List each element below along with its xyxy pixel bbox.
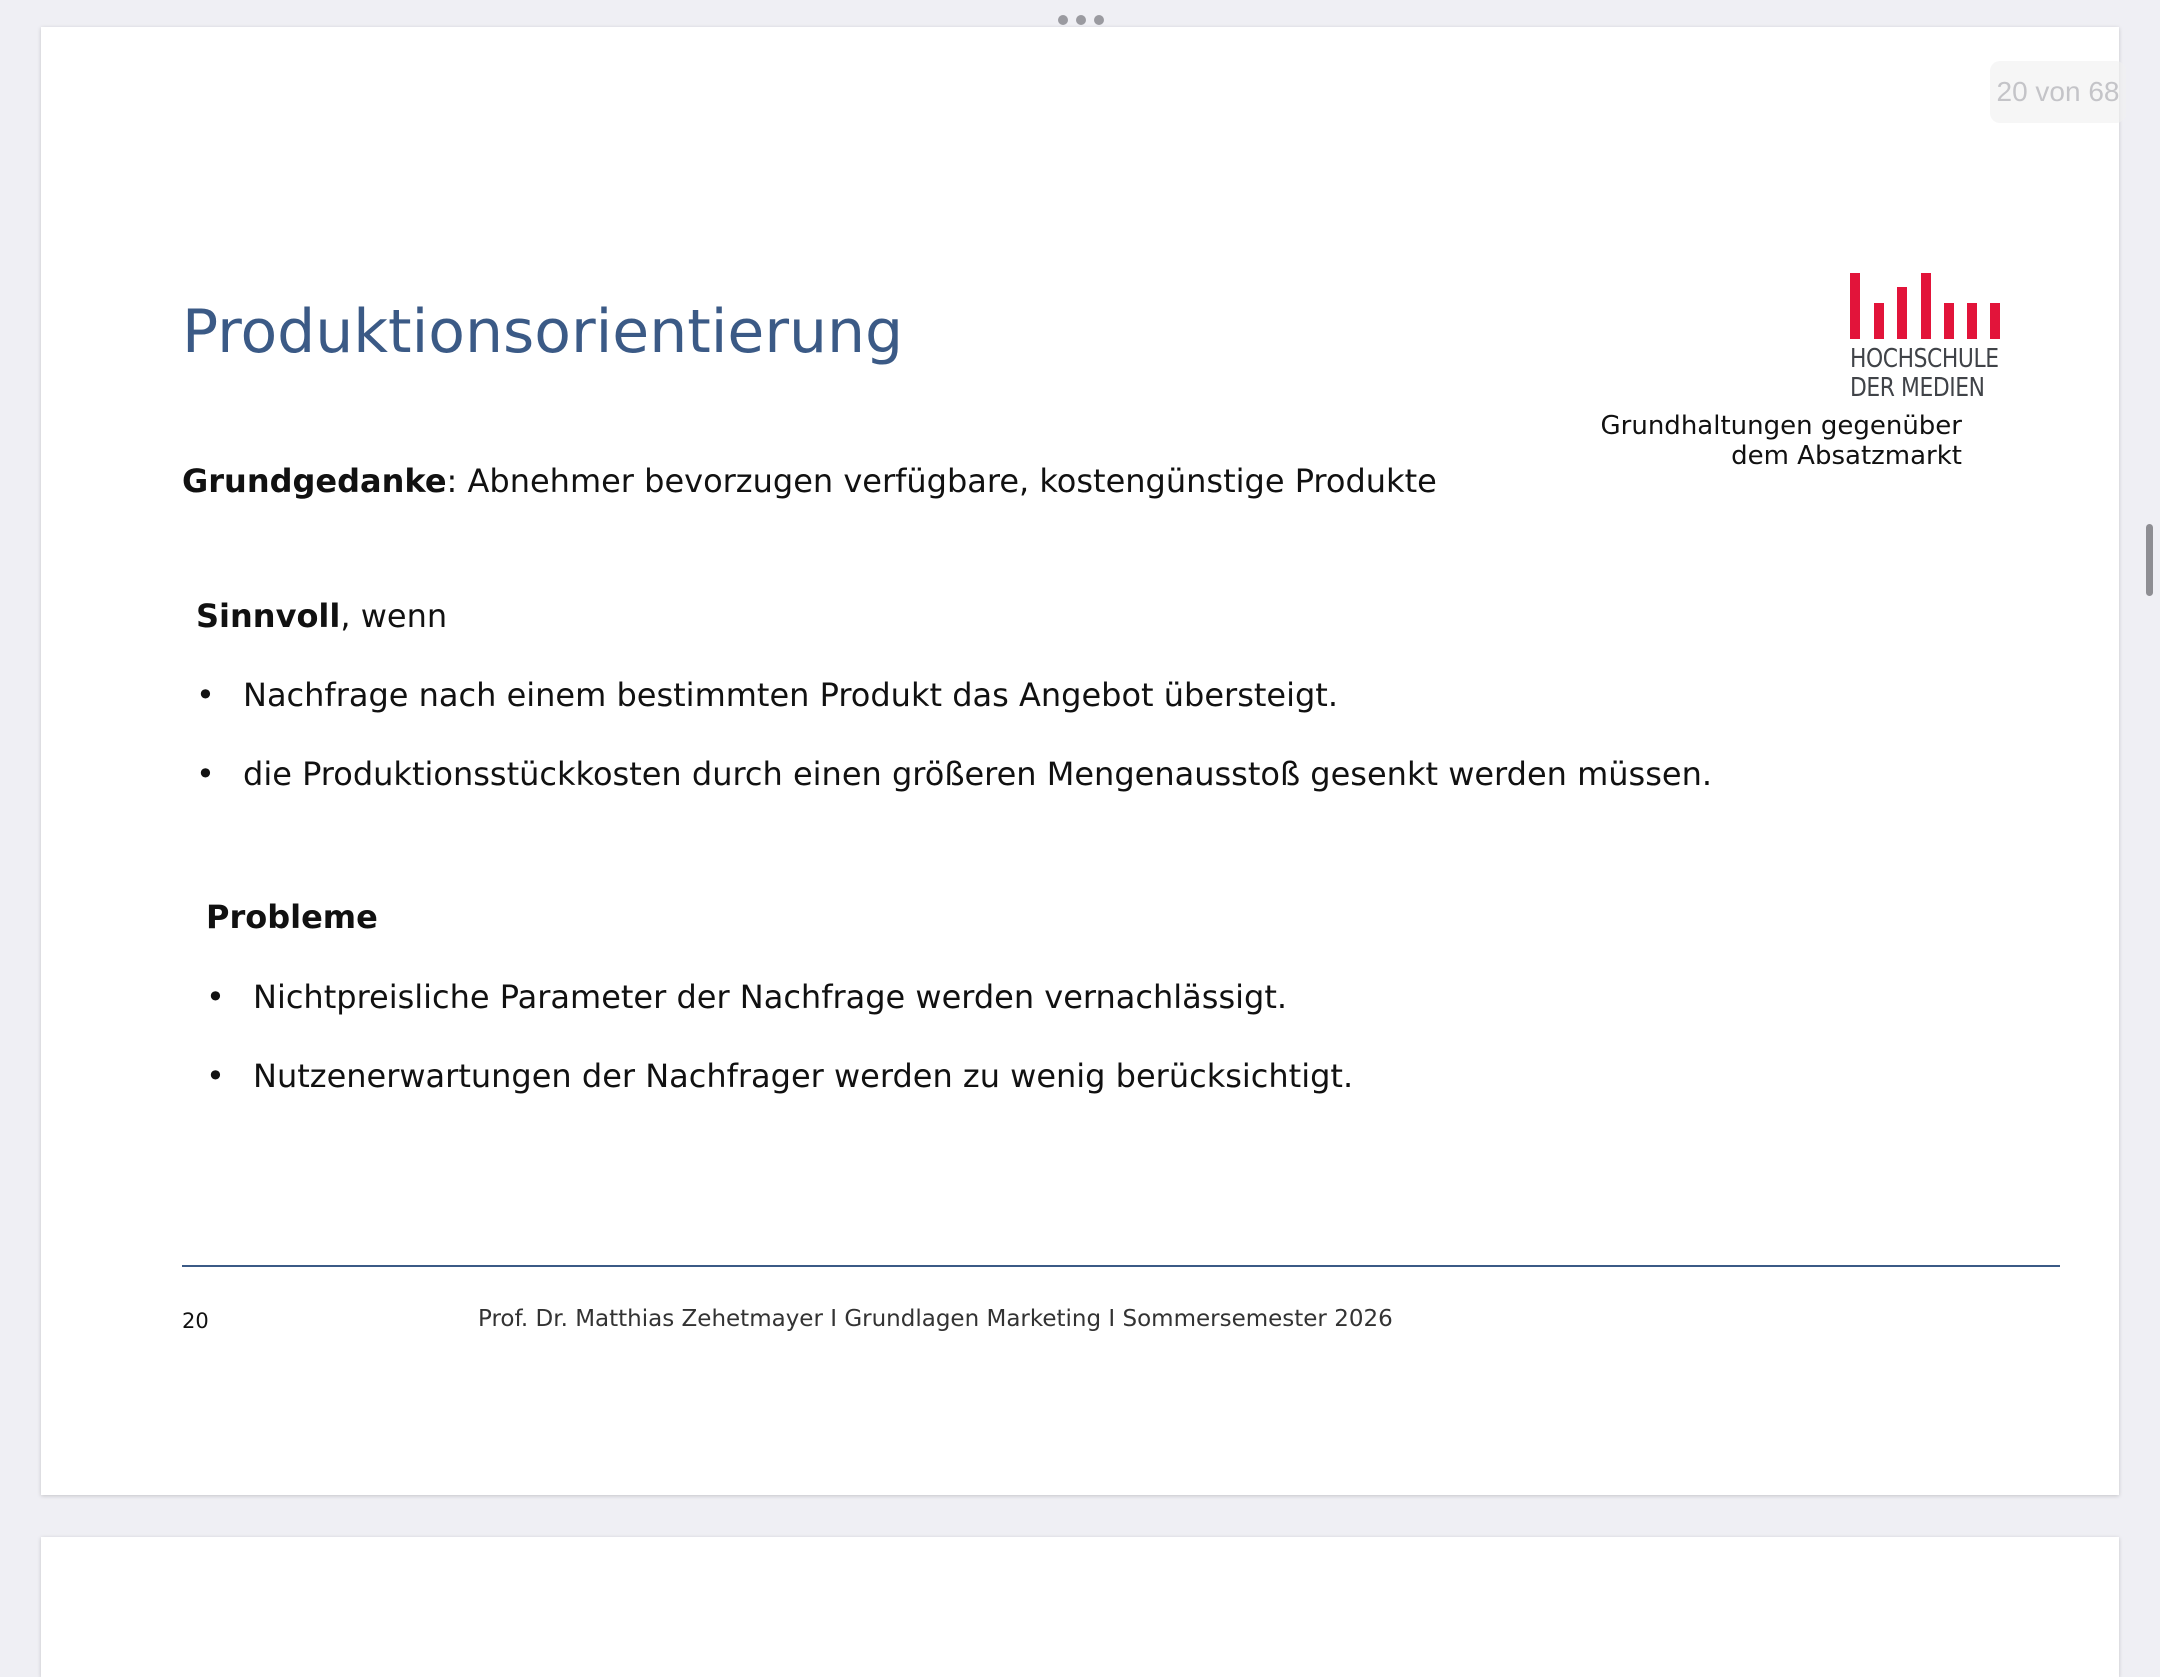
grundgedanke-line	[182, 462, 1437, 500]
page-indicator: 20 von 68	[1990, 61, 2126, 123]
probleme-heading: Probleme	[206, 898, 378, 936]
bullet-icon: •	[206, 1057, 225, 1095]
dot-icon	[1058, 15, 1068, 25]
multitask-handle[interactable]	[1058, 14, 1104, 26]
page-title: Produktionsorientierung	[182, 297, 904, 367]
grundgedanke-label: Grundgedanke	[182, 462, 447, 500]
slide-subtitle: Grundhaltungen gegenüber dem Absatzmarkt	[1600, 411, 1962, 471]
logo-wordmark: HOCHSCHULE DER MEDIEN	[1850, 344, 1999, 403]
bullet-icon: •	[196, 755, 215, 793]
footer-page-number: 20	[182, 1309, 209, 1333]
footer-divider	[182, 1265, 2060, 1267]
scrollbar-thumb[interactable]	[2146, 524, 2153, 596]
hdm-logo	[1850, 273, 2000, 407]
dot-icon	[1094, 15, 1104, 25]
sinnvoll-heading	[196, 597, 447, 635]
dot-icon	[1076, 15, 1086, 25]
logo-bars-icon	[1850, 273, 2000, 339]
bullet-icon: •	[206, 978, 225, 1016]
grundgedanke-text: : Abnehmer bevorzugen verfügbare, kostengünstige Produkte	[446, 462, 1437, 500]
sinnvoll-text: , wenn	[340, 597, 448, 635]
footer-text: Prof. Dr. Matthias Zehetmayer I Grundlagen Marketing I Sommersemester 2026	[478, 1306, 1393, 1332]
next-pdf-page[interactable]	[41, 1537, 2119, 1677]
sinnvoll-label: Sinnvoll	[196, 597, 341, 635]
bullet-icon: •	[196, 676, 215, 714]
pdf-page[interactable]: Produktionsorientierung HOCHSCHULE DER MEDIEN Grundhaltungen gegenüber dem Absatzmarkt Grundgedanke: Abnehmer bevorzugen verfügbare, kostengünstige Produkte Sinnvoll, wenn • Nachfrage nach einem bestimmten Produkt das Angebot übersteigt. • die Produktionsstückkosten durch einen größeren Mengenausstoß gesenkt werden müssen. Probleme • Nichtpreisliche Parameter der Nachfrage werden vernachlässigt. • Nutzenerwartungen der Nachfrager werden zu wenig berücksichtigt. 20 Prof. Dr. Matthias Zehetmayer I Grundlagen Marketing I Sommersemester 2026	[41, 27, 2119, 1495]
